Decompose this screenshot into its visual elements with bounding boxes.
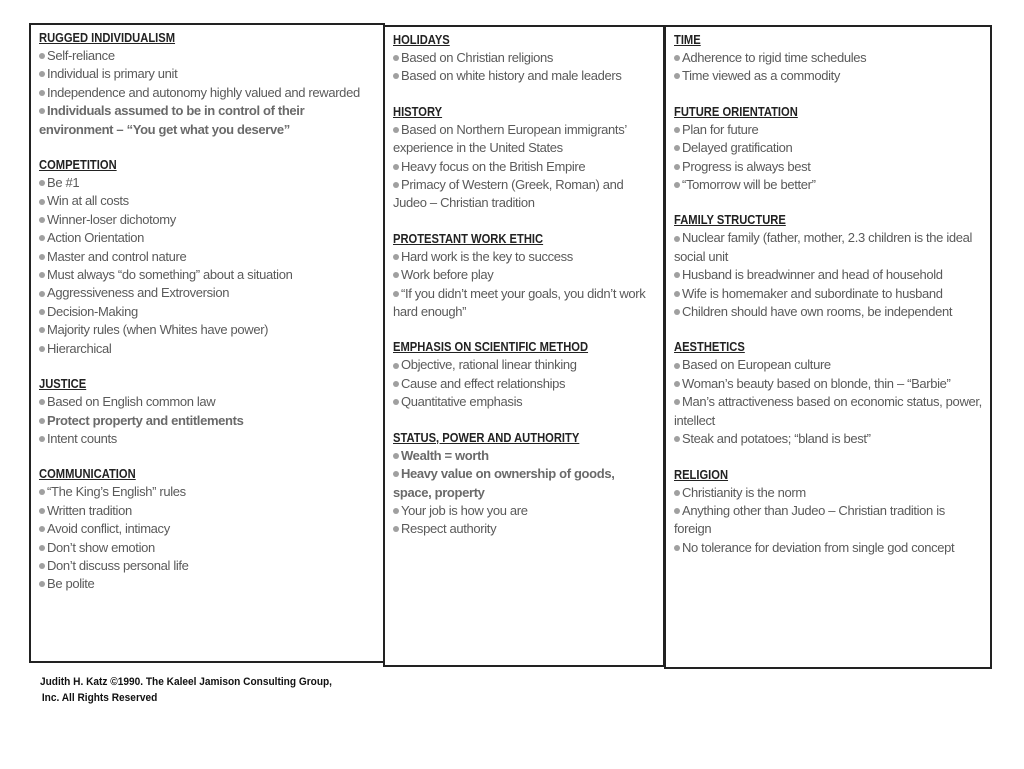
list-item-text: Aggressiveness and Extroversion xyxy=(47,285,230,301)
list-item-text: Quantitative emphasis xyxy=(401,394,523,410)
bullet-icon xyxy=(674,291,680,297)
list-item xyxy=(393,375,655,393)
bullet-icon xyxy=(393,453,399,459)
list-item-text: Heavy focus on the British Empire xyxy=(401,158,586,174)
bullet-icon xyxy=(39,217,45,223)
list-item xyxy=(39,211,375,229)
list-item xyxy=(393,158,655,176)
list-item xyxy=(39,393,375,411)
section xyxy=(39,465,375,593)
list-item-text: Husband is breadwinner and head of household xyxy=(682,267,943,283)
bullet-icon xyxy=(39,180,45,186)
bullet-icon xyxy=(393,381,399,387)
list-item xyxy=(39,340,375,358)
list-item xyxy=(393,266,655,284)
list-item xyxy=(393,67,655,85)
list-item-text: Woman’s beauty based on blonde, thin – “Barbie” xyxy=(682,375,951,391)
list-item xyxy=(39,102,375,139)
bullet-icon xyxy=(393,254,399,260)
bullet-icon xyxy=(39,526,45,532)
bullet-icon xyxy=(393,73,399,79)
bullet-icon xyxy=(674,436,680,442)
list-item-text: Hard work is the key to success xyxy=(401,248,573,264)
bullet-icon xyxy=(39,489,45,495)
section-title: FAMILY STRUCTURE xyxy=(674,212,786,228)
bullet-icon xyxy=(39,418,45,424)
list-item xyxy=(39,502,375,520)
bullet-icon xyxy=(39,53,45,59)
list-item-text: Anything other than Judeo – Christian tradition is foreign xyxy=(674,502,945,537)
list-item xyxy=(393,502,655,520)
column-3 xyxy=(664,25,992,669)
list-item-text: No tolerance for deviation from single god concept xyxy=(682,539,955,555)
bullet-icon xyxy=(674,508,680,514)
section-title: EMPHASIS ON SCIENTIFIC METHOD xyxy=(393,339,589,355)
bullet-icon xyxy=(39,254,45,260)
list-item xyxy=(39,520,375,538)
bullet-icon xyxy=(674,309,680,315)
column-1 xyxy=(29,23,385,663)
list-item-text: Action Orientation xyxy=(47,230,145,246)
list-item-text: Based on Christian religions xyxy=(401,50,554,65)
list-item xyxy=(674,139,982,157)
list-item xyxy=(39,229,375,247)
list-item-text: Individual is primary unit xyxy=(47,66,178,82)
list-item-text: Don’t discuss personal life xyxy=(47,557,189,573)
section-title: HISTORY xyxy=(393,103,443,119)
list-item-text: Primacy of Western (Greek, Roman) and Judeo – Christian tradition xyxy=(393,177,624,211)
list-item xyxy=(674,67,982,85)
bullet-icon xyxy=(39,235,45,241)
bullet-icon xyxy=(393,291,399,297)
list-item xyxy=(674,303,982,321)
list-item-text: Children should have own rooms, be independent xyxy=(682,304,953,320)
list-item-text: Wife is homemaker and subordinate to husband xyxy=(682,285,943,301)
list-item xyxy=(393,285,655,322)
footer-line-2: Inc. All Rights Reserved xyxy=(41,692,158,704)
list-item xyxy=(39,65,375,83)
bullet-list xyxy=(674,49,982,86)
bullet-icon xyxy=(39,108,45,114)
bullet-icon xyxy=(39,508,45,514)
column-2 xyxy=(383,25,665,667)
list-item xyxy=(393,465,655,502)
list-item-text: Winner-loser dichotomy xyxy=(47,211,176,227)
list-item xyxy=(674,375,982,393)
list-item-text: Master and control nature xyxy=(47,248,187,264)
list-item-text: “The King’s English” rules xyxy=(47,484,186,500)
bullet-icon xyxy=(674,73,680,79)
list-item xyxy=(39,321,375,339)
list-item xyxy=(39,47,375,65)
bullet-list xyxy=(674,484,982,558)
list-item-text: Heavy value on ownership of goods, space, property xyxy=(393,466,615,500)
list-item-text: Progress is always best xyxy=(682,158,811,174)
list-item xyxy=(674,285,982,303)
list-item-text: Individuals assumed to be in control of their environment – “You get what you deserve” xyxy=(39,103,305,137)
list-item xyxy=(393,49,655,67)
section-title: HOLIDAYS xyxy=(393,32,450,47)
bullet-icon xyxy=(393,127,399,133)
list-item-text: Intent counts xyxy=(47,430,117,446)
list-item xyxy=(674,121,982,139)
bullet-list xyxy=(39,393,375,448)
bullet-icon xyxy=(674,236,680,242)
copyright-footer xyxy=(40,674,370,706)
list-item-text: Avoid conflict, intimacy xyxy=(47,521,170,537)
list-item-text: Must always “do something” about a situation xyxy=(47,267,293,283)
bullet-icon xyxy=(39,291,45,297)
section-title: PROTESTANT WORK ETHIC xyxy=(393,230,544,246)
list-item xyxy=(674,393,982,430)
list-item xyxy=(393,121,655,158)
section xyxy=(674,211,982,321)
bullet-list xyxy=(674,356,982,448)
bullet-list xyxy=(674,229,982,321)
bullet-icon xyxy=(674,145,680,151)
section-title: TIME xyxy=(674,32,701,47)
section-title: AESTHETICS xyxy=(674,339,745,355)
list-item xyxy=(39,266,375,284)
list-item xyxy=(393,176,655,213)
list-item xyxy=(674,356,982,374)
bullet-icon xyxy=(39,272,45,278)
list-item-text: Man’s attractiveness based on economic status, power, intellect xyxy=(674,394,982,428)
list-item xyxy=(39,284,375,302)
list-item-text: “If you didn’t meet your goals, you didn’t work hard enough” xyxy=(393,285,646,320)
list-item xyxy=(39,539,375,557)
section-title: COMMUNICATION xyxy=(39,466,136,482)
list-item-text: Be polite xyxy=(47,576,95,592)
list-item-text: Win at all costs xyxy=(47,193,129,209)
list-item-text: Majority rules (when Whites have power) xyxy=(47,322,269,338)
section-title: FUTURE ORIENTATION xyxy=(674,103,798,119)
list-item xyxy=(674,502,982,539)
bullet-icon xyxy=(393,363,399,369)
list-item-text: Nuclear family (father, mother, 2.3 children is the ideal social unit xyxy=(674,230,973,264)
list-item-text: Respect authority xyxy=(401,521,497,537)
bullet-icon xyxy=(39,399,45,405)
section xyxy=(393,103,655,213)
list-item-text: Cause and effect relationships xyxy=(401,375,566,391)
bullet-icon xyxy=(393,399,399,405)
list-item xyxy=(674,229,982,266)
bullet-icon xyxy=(39,346,45,352)
section xyxy=(393,230,655,322)
bullet-icon xyxy=(674,127,680,133)
bullet-icon xyxy=(393,471,399,477)
list-item xyxy=(674,49,982,67)
bullet-icon xyxy=(393,55,399,61)
list-item xyxy=(39,174,375,192)
section xyxy=(393,338,655,411)
section xyxy=(39,156,375,358)
section xyxy=(674,103,982,195)
bullet-icon xyxy=(393,182,399,188)
bullet-list xyxy=(393,356,655,411)
bullet-icon xyxy=(393,526,399,532)
section xyxy=(39,375,375,448)
section-title: RUGGED INDIVIDUALISM xyxy=(39,30,176,45)
list-item xyxy=(39,483,375,501)
bullet-icon xyxy=(674,490,680,496)
list-item xyxy=(39,192,375,210)
bullet-icon xyxy=(39,327,45,333)
list-item xyxy=(393,356,655,374)
bullet-icon xyxy=(674,272,680,278)
list-item-text: Delayed gratification xyxy=(682,140,793,156)
list-item xyxy=(39,575,375,593)
bullet-icon xyxy=(674,55,680,61)
bullet-list xyxy=(39,47,375,139)
list-item-text: Plan for future xyxy=(682,121,759,137)
list-item-text: Your job is how you are xyxy=(401,502,528,518)
list-item xyxy=(674,266,982,284)
bullet-list xyxy=(393,447,655,539)
list-item xyxy=(674,484,982,502)
bullet-icon xyxy=(39,90,45,96)
list-item xyxy=(674,176,982,194)
bullet-icon xyxy=(39,563,45,569)
list-item-text: Hierarchical xyxy=(47,340,112,356)
bullet-icon xyxy=(39,71,45,77)
bullet-icon xyxy=(39,309,45,315)
bullet-icon xyxy=(393,508,399,514)
bullet-icon xyxy=(674,164,680,170)
bullet-icon xyxy=(39,581,45,587)
list-item-text: Based on European culture xyxy=(682,357,831,373)
bullet-list xyxy=(393,248,655,322)
list-item xyxy=(393,248,655,266)
list-item-text: Based on English common law xyxy=(47,394,216,410)
section-title: COMPETITION xyxy=(39,157,117,173)
bullet-icon xyxy=(674,363,680,369)
list-item-text: Wealth = worth xyxy=(401,447,489,463)
list-item xyxy=(393,393,655,411)
list-item xyxy=(39,557,375,575)
bullet-icon xyxy=(674,399,680,405)
section-title: JUSTICE xyxy=(39,376,87,392)
bullet-list xyxy=(393,49,655,86)
bullet-icon xyxy=(674,545,680,551)
bullet-icon xyxy=(674,381,680,387)
list-item-text: Based on Northern European immigrants’ experience in the United States xyxy=(393,121,627,156)
bullet-icon xyxy=(39,436,45,442)
bullet-list xyxy=(674,121,982,195)
list-item-text: Be #1 xyxy=(47,175,80,191)
list-item xyxy=(393,447,655,465)
bullet-list xyxy=(393,121,655,213)
list-item xyxy=(39,303,375,321)
list-item-text: Based on white history and male leaders xyxy=(401,68,622,84)
list-item xyxy=(674,539,982,557)
list-item xyxy=(674,430,982,448)
section xyxy=(674,31,982,86)
footer-line-1: Judith H. Katz ©1990. The Kaleel Jamison Consulting Group, xyxy=(40,676,332,688)
bullet-icon xyxy=(393,164,399,170)
list-item-text: Objective, rational linear thinking xyxy=(401,357,577,373)
list-item-text: Christianity is the norm xyxy=(682,484,806,500)
list-item xyxy=(39,248,375,266)
list-item-text: Time viewed as a commodity xyxy=(682,68,841,84)
section-title: STATUS, POWER AND AUTHORITY xyxy=(393,429,580,445)
section xyxy=(393,31,655,86)
bullet-icon xyxy=(39,545,45,551)
list-item-text: Steak and potatoes; “bland is best” xyxy=(682,431,871,447)
list-item-text: Independence and autonomy highly valued and rewarded xyxy=(47,84,360,100)
list-item xyxy=(39,84,375,102)
list-item xyxy=(39,412,375,430)
bullet-list xyxy=(39,174,375,358)
section-title: RELIGION xyxy=(674,466,729,482)
list-item-text: Written tradition xyxy=(47,502,132,518)
list-item xyxy=(393,520,655,538)
list-item-text: Protect property and entitlements xyxy=(47,412,244,428)
list-item xyxy=(39,430,375,448)
list-item-text: Decision-Making xyxy=(47,303,138,319)
list-item-text: Self-reliance xyxy=(47,48,115,63)
bullet-icon xyxy=(39,199,45,205)
bullet-icon xyxy=(674,182,680,188)
bullet-icon xyxy=(393,272,399,278)
section xyxy=(393,429,655,539)
list-item-text: Don’t show emotion xyxy=(47,539,155,555)
bullet-list xyxy=(39,483,375,593)
list-item-text: Work before play xyxy=(401,267,494,283)
section xyxy=(674,338,982,448)
list-item-text: “Tomorrow will be better” xyxy=(682,177,816,193)
section xyxy=(39,29,375,139)
list-item xyxy=(674,158,982,176)
list-item-text: Adherence to rigid time schedules xyxy=(682,50,867,65)
section xyxy=(674,466,982,558)
